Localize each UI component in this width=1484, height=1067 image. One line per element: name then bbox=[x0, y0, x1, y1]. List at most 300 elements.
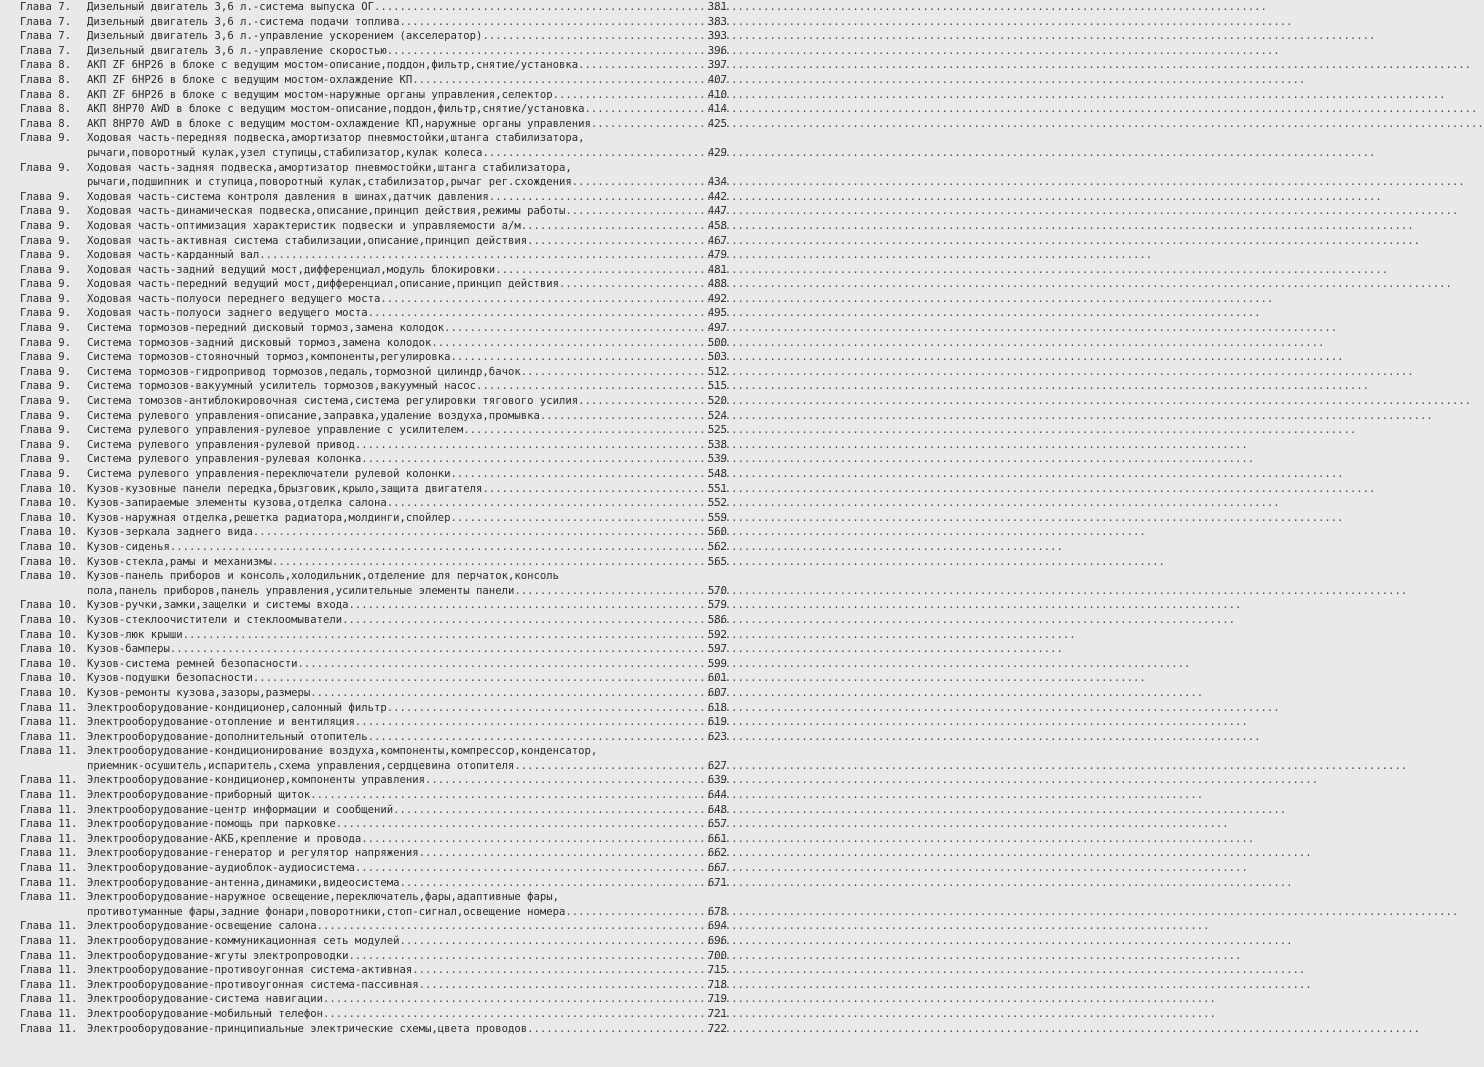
dot-leader bbox=[342, 613, 707, 628]
chapter-label: Глава 10. bbox=[20, 657, 78, 670]
dot-leader bbox=[400, 934, 707, 949]
dot-leader bbox=[400, 15, 707, 30]
entry-title: Кузов-наружная отделка,решетка радиатора,молдинги,спойлер bbox=[87, 511, 451, 524]
entry-title: Кузов-подушки безопасности bbox=[87, 672, 253, 685]
entry-title: АКП ZF 6HP26 в блоке с ведущим мостом-описание,поддон,фильтр,снятие/установка bbox=[87, 59, 579, 72]
entry-title: Ходовая часть-полуоси заднего ведущего моста bbox=[87, 307, 368, 320]
toc-entry bbox=[0, 715, 727, 730]
entry-title: Система рулевого управления-рулевой привод bbox=[87, 438, 355, 451]
entry-title: Система томозов-антиблокировочная система,система регулировки тягового усилия bbox=[87, 395, 579, 408]
chapter-label: Глава 10. bbox=[20, 511, 78, 524]
page-number: 492 bbox=[707, 292, 727, 305]
toc-entry bbox=[0, 555, 727, 570]
toc-entry bbox=[0, 598, 727, 613]
toc-entry bbox=[0, 803, 727, 818]
entry-title: Кузов-стеклоочистители и стеклоомыватели bbox=[87, 613, 343, 626]
chapter-label: Глава 9. bbox=[20, 351, 72, 364]
entry-title: противотуманные фары,задние фонари,поворотники,стоп-сигнал,освещение номера bbox=[87, 905, 566, 918]
chapter-label: Глава 11. bbox=[20, 716, 78, 729]
dot-leader bbox=[183, 628, 707, 643]
toc-entry bbox=[0, 788, 727, 803]
toc-entry bbox=[0, 438, 727, 453]
toc-entry bbox=[0, 350, 727, 365]
page-number: 538 bbox=[707, 438, 727, 451]
toc-entry bbox=[0, 248, 727, 263]
chapter-label: Глава 11. bbox=[20, 891, 78, 904]
entry-title: Электрооборудование-дополнительный отопитель bbox=[87, 730, 368, 743]
dot-leader bbox=[514, 759, 707, 774]
chapter-label: Глава 10. bbox=[20, 555, 78, 568]
dot-leader bbox=[253, 671, 707, 686]
dot-leader bbox=[297, 657, 706, 672]
chapter-label: Глава 9. bbox=[20, 234, 72, 247]
dot-leader bbox=[412, 73, 707, 88]
dot-leader bbox=[368, 730, 707, 745]
dot-leader bbox=[578, 394, 707, 409]
entry-title: АКП 8HP70 AWD в блоке с ведущим мостом-охлаждение КП,наружные органы управления bbox=[87, 117, 591, 130]
toc-entry bbox=[0, 88, 727, 103]
entry-title: Кузов-ремонты кузова,зазоры,размеры bbox=[87, 686, 311, 699]
chapter-label: Глава 11. bbox=[20, 745, 78, 758]
chapter-label: Глава 9. bbox=[20, 249, 72, 262]
chapter-label: Глава 7. bbox=[20, 44, 72, 57]
toc-entry bbox=[0, 467, 727, 482]
toc-entry bbox=[0, 978, 727, 993]
entry-title: Ходовая часть-полуоси переднего ведущего моста bbox=[87, 292, 381, 305]
page-number: 551 bbox=[707, 482, 727, 495]
chapter-label: Глава 9. bbox=[20, 278, 72, 291]
chapter-label: Глава 11. bbox=[20, 789, 78, 802]
entry-title: АКП 8HP70 AWD в блоке с ведущим мостом-описание,поддон,фильтр,снятие/установка bbox=[87, 103, 585, 116]
entry-title: Электрооборудование-противоугонная система-активная bbox=[87, 964, 413, 977]
page-number: 623 bbox=[707, 730, 727, 743]
page-number: 700 bbox=[707, 949, 727, 962]
entry-title: Система тормозов-вакуумный усилитель тормозов,вакуумный насос bbox=[87, 380, 477, 393]
toc-entry bbox=[0, 525, 727, 540]
dot-leader bbox=[361, 832, 707, 847]
entry-title: Кузов-система ремней безопасности bbox=[87, 657, 298, 670]
page-number: 397 bbox=[707, 59, 727, 72]
page-number: 442 bbox=[707, 190, 727, 203]
toc-entry bbox=[0, 919, 727, 934]
dot-leader bbox=[495, 263, 707, 278]
entry-title: Система рулевого управления-описание,заправка,удаление воздуха,промывка bbox=[87, 409, 540, 422]
page-number: 721 bbox=[707, 1007, 727, 1020]
chapter-label: Глава 9. bbox=[20, 409, 72, 422]
dot-leader bbox=[310, 686, 707, 701]
entry-title: Ходовая часть-карданный вал bbox=[87, 249, 260, 262]
chapter-label: Глава 7. bbox=[20, 15, 72, 28]
toc-entry bbox=[0, 292, 727, 307]
toc-entry bbox=[0, 744, 727, 773]
chapter-label: Глава 11. bbox=[20, 993, 78, 1006]
toc-entry bbox=[0, 277, 727, 292]
toc-entry bbox=[0, 0, 727, 15]
dot-leader bbox=[361, 452, 707, 467]
toc-entry bbox=[0, 876, 727, 891]
entry-title: Дизельный двигатель 3,6 л.-управление ускорением (акселератор) bbox=[87, 30, 483, 43]
dot-leader bbox=[412, 963, 707, 978]
toc-entry bbox=[0, 423, 727, 438]
toc-entry bbox=[0, 963, 727, 978]
toc-entry bbox=[0, 409, 727, 424]
dot-leader bbox=[578, 58, 707, 73]
dot-leader bbox=[540, 409, 707, 424]
entry-title: Кузов-люк крыши bbox=[87, 628, 183, 641]
chapter-label: Глава 9. bbox=[20, 395, 72, 408]
page-number: 560 bbox=[707, 526, 727, 539]
toc-entry bbox=[0, 44, 727, 59]
toc-entry bbox=[0, 817, 727, 832]
page-number: 425 bbox=[707, 117, 727, 130]
page-number: 644 bbox=[707, 789, 727, 802]
page-number: 619 bbox=[707, 716, 727, 729]
entry-title: Электрооборудование-отопление и вентиляция bbox=[87, 716, 355, 729]
entry-title: Дизельный двигатель 3,6 л.-управление скоростью bbox=[87, 44, 387, 57]
page-number: 667 bbox=[707, 862, 727, 875]
chapter-label: Глава 10. bbox=[20, 628, 78, 641]
chapter-label: Глава 11. bbox=[20, 935, 78, 947]
entry-title: Электрооборудование-противоугонная система-пассивная bbox=[87, 978, 419, 991]
entry-title: Дизельный двигатель 3,6 л.-система подачи топлива bbox=[87, 15, 400, 28]
toc-entry bbox=[0, 642, 727, 657]
chapter-label: Глава 11. bbox=[20, 1022, 78, 1035]
page-number: 539 bbox=[707, 453, 727, 466]
chapter-label: Глава 10. bbox=[20, 686, 78, 699]
entry-title: Электрооборудование-кондиционирование воздуха,компоненты,компрессор,конденсатор, bbox=[87, 745, 598, 758]
entry-title: приемник-осушитель,испаритель,схема управления,сердцевина отопителя bbox=[87, 759, 515, 772]
dot-leader bbox=[170, 540, 707, 555]
chapter-label: Глава 8. bbox=[20, 103, 72, 116]
entry-title: Система тормозов-стояночный тормоз,компоненты,регулировка bbox=[87, 351, 451, 364]
entry-title: Электрооборудование-освещение салона bbox=[87, 920, 317, 933]
dot-leader bbox=[565, 905, 707, 920]
dot-leader bbox=[482, 29, 706, 44]
toc-entry bbox=[0, 29, 727, 44]
toc-entry bbox=[0, 832, 727, 847]
entry-title: Система тормозов-передний дисковый тормоз,замена колодок bbox=[87, 322, 445, 335]
dot-leader bbox=[310, 788, 707, 803]
entry-title: рычаги,поворотный кулак,узел ступицы,стабилизатор,кулак колеса bbox=[87, 146, 483, 159]
entry-title: Система рулевого управления-рулевое управление с усилителем bbox=[87, 424, 464, 437]
dot-leader bbox=[272, 555, 707, 570]
page-number: 393 bbox=[707, 30, 727, 43]
page-number: 447 bbox=[707, 205, 727, 218]
toc-entry bbox=[0, 117, 727, 132]
entry-title: Ходовая часть-задний ведущий мост,дифференциал,модуль блокировки bbox=[87, 263, 496, 276]
chapter-label: Глава 7. bbox=[20, 1, 72, 13]
toc-entry bbox=[0, 131, 727, 160]
chapter-label: Глава 9. bbox=[20, 424, 72, 437]
dot-leader bbox=[425, 773, 707, 788]
chapter-label: Глава 11. bbox=[20, 1007, 78, 1020]
toc-entry bbox=[0, 657, 727, 672]
chapter-label: Глава 11. bbox=[20, 774, 78, 787]
dot-leader bbox=[584, 102, 706, 117]
table-of-contents bbox=[0, 0, 727, 1067]
page-number: 488 bbox=[707, 278, 727, 291]
dot-leader bbox=[527, 1022, 707, 1037]
entry-title: Система рулевого управления-рулевая колонка bbox=[87, 453, 362, 466]
toc-entry bbox=[0, 496, 727, 511]
dot-leader bbox=[527, 234, 707, 249]
chapter-label: Глава 10. bbox=[20, 599, 78, 612]
dot-leader bbox=[444, 321, 707, 336]
dot-leader bbox=[170, 642, 707, 657]
dot-leader bbox=[451, 467, 707, 482]
toc-entry bbox=[0, 701, 727, 716]
toc-entry bbox=[0, 161, 727, 190]
entry-title: Электрооборудование-система навигации bbox=[87, 993, 323, 1006]
chapter-label: Глава 11. bbox=[20, 847, 78, 860]
chapter-label: Глава 11. bbox=[20, 818, 78, 831]
dot-leader bbox=[565, 204, 707, 219]
page-number: 434 bbox=[707, 176, 727, 189]
chapter-label: Глава 10. bbox=[20, 613, 78, 626]
entry-title: Электрооборудование-центр информации и сообщений bbox=[87, 803, 394, 816]
chapter-label: Глава 8. bbox=[20, 117, 72, 130]
toc-entry bbox=[0, 482, 727, 497]
dot-leader bbox=[451, 511, 707, 526]
dot-leader bbox=[323, 992, 707, 1007]
entry-title: Ходовая часть-динамическая подвеска,описание,принцип действия,режимы работы bbox=[87, 205, 566, 218]
toc-entry bbox=[0, 890, 727, 919]
dot-leader bbox=[419, 846, 707, 861]
chapter-label: Глава 8. bbox=[20, 59, 72, 72]
page-number: 719 bbox=[707, 993, 727, 1006]
toc-entry bbox=[0, 949, 727, 964]
dot-leader bbox=[451, 350, 707, 365]
chapter-label: Глава 10. bbox=[20, 497, 78, 510]
page-number: 570 bbox=[707, 584, 727, 597]
entry-title: Электрооборудование-наружное освещение,переключатель,фары,адаптивные фары, bbox=[87, 891, 559, 904]
chapter-label: Глава 10. bbox=[20, 482, 78, 495]
entry-title: Кузов-сиденья bbox=[87, 540, 170, 553]
dot-leader bbox=[323, 1007, 707, 1022]
dot-leader bbox=[336, 817, 707, 832]
entry-title: Электрооборудование-генератор и регулятор напряжения bbox=[87, 847, 419, 860]
chapter-label: Глава 10. bbox=[20, 570, 78, 583]
chapter-label: Глава 9. bbox=[20, 161, 72, 174]
chapter-label: Глава 11. bbox=[20, 803, 78, 816]
toc-entry bbox=[0, 730, 727, 745]
toc-entry bbox=[0, 321, 727, 336]
toc-entry bbox=[0, 15, 727, 30]
entry-title: Электрооборудование-коммуникационная сеть модулей bbox=[87, 935, 400, 947]
chapter-label: Глава 11. bbox=[20, 701, 78, 714]
entry-title: Кузов-бамперы bbox=[87, 643, 170, 656]
chapter-label: Глава 9. bbox=[20, 438, 72, 451]
dot-leader bbox=[380, 292, 706, 307]
dot-leader bbox=[463, 423, 707, 438]
page-number: 661 bbox=[707, 832, 727, 845]
toc-entry bbox=[0, 58, 727, 73]
toc-entry bbox=[0, 379, 727, 394]
chapter-label: Глава 9. bbox=[20, 132, 72, 145]
page-number: 562 bbox=[707, 540, 727, 553]
toc-entry bbox=[0, 613, 727, 628]
dot-leader bbox=[259, 248, 707, 263]
toc-entry bbox=[0, 569, 727, 598]
dot-leader bbox=[387, 701, 707, 716]
toc-entry bbox=[0, 306, 727, 321]
page-number: 618 bbox=[707, 701, 727, 714]
page-number: 597 bbox=[707, 643, 727, 656]
dot-leader bbox=[489, 190, 707, 205]
chapter-label: Глава 11. bbox=[20, 730, 78, 743]
chapter-label: Глава 9. bbox=[20, 453, 72, 466]
chapter-label: Глава 11. bbox=[20, 978, 78, 991]
toc-entry bbox=[0, 934, 727, 949]
page-number: 407 bbox=[707, 73, 727, 86]
chapter-label: Глава 9. bbox=[20, 263, 72, 276]
chapter-label: Глава 11. bbox=[20, 832, 78, 845]
toc-entry bbox=[0, 992, 727, 1007]
page-number: 639 bbox=[707, 774, 727, 787]
dot-leader bbox=[559, 277, 707, 292]
entry-title: Ходовая часть-передняя подвеска,амортизатор пневмостойки,штанга стабилизатора, bbox=[87, 132, 585, 145]
page-number: 396 bbox=[707, 44, 727, 57]
entry-title: пола,панель приборов,панель управления,усилительные элементы панели bbox=[87, 584, 515, 597]
chapter-label: Глава 11. bbox=[20, 876, 78, 889]
entry-title: Электрооборудование-жгуты электропроводки bbox=[87, 949, 349, 962]
entry-title: Электрооборудование-принципиальные электрические схемы,цвета проводов bbox=[87, 1022, 528, 1035]
dot-leader bbox=[521, 219, 707, 234]
chapter-label: Глава 9. bbox=[20, 190, 72, 203]
entry-title: Электрооборудование-приборный щиток bbox=[87, 789, 311, 802]
chapter-label: Глава 11. bbox=[20, 862, 78, 875]
page-number: 410 bbox=[707, 88, 727, 101]
entry-title: Электрооборудование-антенна,динамики,видеосистема bbox=[87, 876, 400, 889]
page-number: 414 bbox=[707, 103, 727, 116]
dot-leader bbox=[419, 978, 707, 993]
dot-leader bbox=[482, 482, 706, 497]
chapter-label: Глава 11. bbox=[20, 964, 78, 977]
dot-leader bbox=[553, 88, 707, 103]
page-number: 520 bbox=[707, 395, 727, 408]
toc-entry bbox=[0, 540, 727, 555]
entry-title: Электрооборудование-аудиоблок-аудиосистема bbox=[87, 862, 355, 875]
toc-entry bbox=[0, 671, 727, 686]
entry-title: Система тормозов-задний дисковый тормоз,замена колодок bbox=[87, 336, 432, 349]
page-number: 525 bbox=[707, 424, 727, 437]
toc-entry bbox=[0, 190, 727, 205]
page-number: 715 bbox=[707, 964, 727, 977]
dot-leader bbox=[514, 584, 707, 599]
entry-title: Кузов-панель приборов и консоль,холодильник,отделение для перчаток,консоль bbox=[87, 570, 559, 583]
page-number: 718 bbox=[707, 978, 727, 991]
dot-leader bbox=[572, 175, 707, 190]
entry-title: Кузов-запираемые элементы кузова,отделка салона bbox=[87, 497, 387, 510]
page-number: 524 bbox=[707, 409, 727, 422]
toc-entry bbox=[0, 628, 727, 643]
page-number: 495 bbox=[707, 307, 727, 320]
page-number: 592 bbox=[707, 628, 727, 641]
page-number: 662 bbox=[707, 847, 727, 860]
chapter-label: Глава 10. bbox=[20, 540, 78, 553]
page-number: 548 bbox=[707, 468, 727, 480]
entry-title: Электрооборудование-АКБ,крепление и провода bbox=[87, 832, 362, 845]
page-number: 627 bbox=[707, 759, 727, 772]
dot-leader bbox=[349, 949, 707, 964]
page-number: 467 bbox=[707, 234, 727, 247]
toc-entry bbox=[0, 102, 727, 117]
chapter-label: Глава 10. bbox=[20, 526, 78, 539]
toc-entry bbox=[0, 204, 727, 219]
toc-entry bbox=[0, 686, 727, 701]
page-number: 678 bbox=[707, 905, 727, 918]
page-number: 503 bbox=[707, 351, 727, 364]
entry-title: Кузов-кузовные панели передка,брызговик,крыло,защита двигателя bbox=[87, 482, 483, 495]
page-number: 579 bbox=[707, 599, 727, 612]
page-number: 479 bbox=[707, 249, 727, 262]
dot-leader bbox=[317, 919, 707, 934]
page-number: 552 bbox=[707, 497, 727, 510]
entry-title: Ходовая часть-передний ведущий мост,дифференциал,описание,принцип действия bbox=[87, 278, 559, 291]
page-number: 500 bbox=[707, 336, 727, 349]
chapter-label: Глава 9. bbox=[20, 307, 72, 320]
entry-title: АКП ZF 6HP26 в блоке с ведущим мостом-наружные органы управления,селектор bbox=[87, 88, 553, 101]
toc-entry bbox=[0, 861, 727, 876]
chapter-label: Глава 9. bbox=[20, 322, 72, 335]
page-number: 599 bbox=[707, 657, 727, 670]
toc-entry bbox=[0, 394, 727, 409]
entry-title: Ходовая часть-задняя подвеска,амортизатор пневмостойки,штанга стабилизатора, bbox=[87, 161, 572, 174]
page-number: 565 bbox=[707, 555, 727, 568]
dot-leader bbox=[374, 0, 707, 15]
page-number: 607 bbox=[707, 686, 727, 699]
dot-leader bbox=[393, 803, 707, 818]
toc-entry bbox=[0, 365, 727, 380]
chapter-label: Глава 9. bbox=[20, 205, 72, 218]
page-number: 512 bbox=[707, 365, 727, 378]
entry-title: Электрооборудование-мобильный телефон bbox=[87, 1007, 323, 1020]
toc-entry bbox=[0, 219, 727, 234]
entry-title: Кузов-стекла,рамы и механизмы bbox=[87, 555, 272, 568]
toc-entry bbox=[0, 234, 727, 249]
chapter-label: Глава 9. bbox=[20, 336, 72, 349]
dot-leader bbox=[355, 715, 707, 730]
dot-leader bbox=[253, 525, 707, 540]
dot-leader bbox=[355, 438, 707, 453]
entry-title: Кузов-ручки,замки,защелки и системы входа bbox=[87, 599, 349, 612]
entry-title: Кузов-зеркала заднего вида bbox=[87, 526, 253, 539]
dot-leader bbox=[476, 379, 707, 394]
chapter-label: Глава 9. bbox=[20, 380, 72, 393]
chapter-label: Глава 10. bbox=[20, 672, 78, 685]
entry-title: Дизельный двигатель 3,6 л.-система выпуска ОГ bbox=[87, 1, 375, 13]
page-number: 559 bbox=[707, 511, 727, 524]
entry-title: Электрооборудование-кондиционер,компоненты управления bbox=[87, 774, 426, 787]
page-number: 429 bbox=[707, 146, 727, 159]
toc-entry bbox=[0, 773, 727, 788]
chapter-label: Глава 11. bbox=[20, 949, 78, 962]
dot-leader bbox=[400, 876, 707, 891]
dot-leader bbox=[368, 306, 707, 321]
page-number: 694 bbox=[707, 920, 727, 933]
entry-title: Система тормозов-гидропривод тормозов,педаль,тормозной цилиндр,бачок bbox=[87, 365, 521, 378]
page-number: 696 bbox=[707, 935, 727, 947]
entry-title: АКП ZF 6HP26 в блоке с ведущим мостом-охлаждение КП bbox=[87, 73, 413, 86]
page-number: 458 bbox=[707, 219, 727, 232]
page-number: 481 bbox=[707, 263, 727, 276]
entry-title: Электрооборудование-кондиционер,салонный фильтр bbox=[87, 701, 387, 714]
page-number: 515 bbox=[707, 380, 727, 393]
toc-entry bbox=[0, 511, 727, 526]
page-number: 648 bbox=[707, 803, 727, 816]
page-number: 722 bbox=[707, 1022, 727, 1035]
toc-entry bbox=[0, 1007, 727, 1022]
